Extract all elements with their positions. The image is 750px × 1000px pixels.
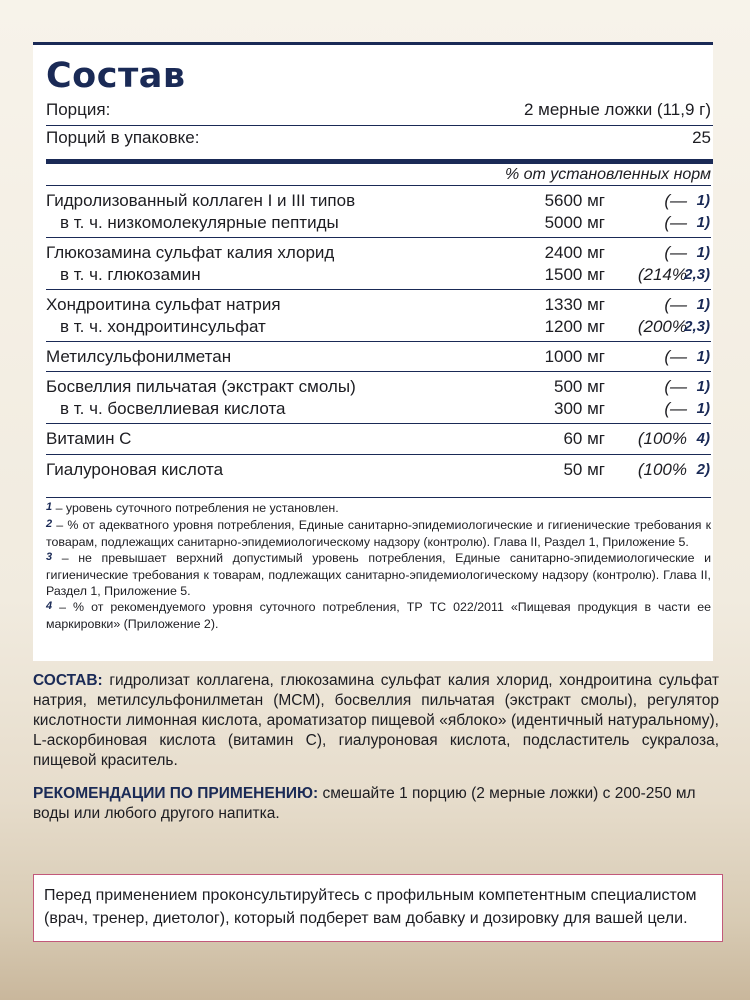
nutrient-percent: (— [664, 347, 687, 366]
nutrient-percent: (100% [637, 460, 687, 479]
nutrient-name: Глюкозамина сульфат калия хлорид [46, 243, 335, 262]
footnote-ref: 4) [696, 430, 710, 447]
nutrient-group-chondroitin [46, 289, 711, 342]
footnote-2 [46, 517, 711, 550]
nutrient-line [46, 398, 711, 420]
nutrient-name: в т. ч. босвеллиевая кислота [60, 399, 286, 418]
nutrient-line [46, 346, 711, 368]
footnote-text: – уровень суточного потребления не установлен. [52, 501, 339, 515]
nutrition-panel [33, 42, 713, 661]
nutrient-line [46, 264, 711, 286]
nutrient-amount: 1200 мг [544, 317, 605, 336]
nutrient-line [46, 316, 711, 338]
footnote-ref: 1) [696, 378, 710, 395]
nutrient-name: Витамин С [46, 429, 132, 448]
nutrient-group-glucosamine [46, 237, 711, 290]
nutrient-amount: 2400 мг [544, 243, 605, 262]
nutrient-name: Хондроитина сульфат натрия [46, 295, 281, 314]
composition-label: СОСТАВ: [33, 672, 103, 689]
footnote-ref: 2) [696, 461, 710, 478]
footnote-ref: 1) [696, 214, 710, 231]
servings-per-pack-row [46, 127, 713, 164]
footnote-3 [46, 550, 711, 599]
nutrient-line [46, 459, 711, 481]
usage-body: смешайте 1 порцию (2 мерные ложки) с 200-250 мл воды или любого другого напитка. [33, 785, 696, 822]
nutrient-name: Гидролизованный коллаген I и III типов [46, 191, 356, 210]
servings-per-pack-label: Порций в упаковке: [46, 128, 200, 147]
footnotes [46, 500, 711, 632]
footnote-ref: 2,3) [684, 318, 710, 335]
nutrient-amount: 1500 мг [544, 265, 605, 284]
footnote-4 [46, 599, 711, 632]
nutrient-amount: 1000 мг [544, 347, 605, 366]
footnote-mark: 4 [46, 600, 53, 612]
nutrient-percent: (— [664, 191, 687, 210]
nutrient-percent: (— [664, 243, 687, 262]
nutrient-name: в т. ч. низкомолекулярные пептиды [60, 213, 339, 232]
footnote-text: – % от рекомендуемого уровня суточного потребления, ТР ТС 022/2011 «Пищевая продукция в части ее маркировки» (Приложение 2). [46, 600, 711, 631]
composition-body: гидролизат коллагена, глюкозамина сульфат калия хлорид, хондроитина сульфат натрия, метилсульфонилметан (МСМ), босвеллия пильчатая (экстракт смолы), регулятор кислотности лимонная кислота, ароматизатор пищевой «яблоко» (идентичный натуральному), L-аскорбиновая кислота (витамин С), гиалуроновая кислота, подсластитель сукралоза, пищевой краситель. [33, 672, 719, 769]
nutrient-name: Гиалуроновая кислота [46, 460, 224, 479]
footnote-mark: 1 [46, 501, 53, 513]
nutrient-percent: (— [664, 377, 687, 396]
nutrient-group-msm [46, 341, 711, 372]
nutrient-line [46, 190, 711, 212]
nutrient-amount: 5600 мг [544, 191, 605, 210]
nutrient-line [46, 242, 711, 264]
warning-box: Перед применением проконсультируйтесь с профильным компетентным специалистом (врач, тренер, диетолог), который подберет вам добавку и дозировку для вашей цели. [33, 874, 723, 942]
nutrient-group-boswellia [46, 371, 711, 424]
usage-text [33, 784, 723, 824]
footnote-1 [46, 500, 711, 517]
nutrient-amount: 60 мг [563, 429, 605, 448]
footnote-text: – не превышает верхний допустимый уровень потребления, Единые санитарно-эпидемиологические и гигиенические требования к товарам, подлежащих санитарно-эпидемиологическому надзору (контролю). Глава II, Раздел 1, Приложение 5. [46, 551, 711, 598]
nutrient-group-hyaluronic-acid [46, 454, 711, 498]
nutrient-line [46, 294, 711, 316]
nutrient-group-collagen [46, 185, 711, 238]
footnote-ref: 1) [696, 192, 710, 209]
nutrient-percent: (200% [637, 317, 687, 336]
norm-header: % от установленных норм [504, 166, 711, 183]
composition-text [33, 671, 719, 771]
nutrient-name: Босвеллия пильчатая (экстракт смолы) [46, 377, 356, 396]
nutrient-amount: 5000 мг [544, 213, 605, 232]
panel-title: Состав [46, 56, 186, 96]
footnote-ref: 1) [696, 348, 710, 365]
nutrient-amount: 50 мг [563, 460, 605, 479]
servings-per-pack-value: 25 [692, 128, 711, 147]
nutrient-amount: 500 мг [554, 377, 605, 396]
footnote-text: – % от адекватного уровня потребления, Единые санитарно-эпидемиологические и гигиенические требования к товарам, подлежащих санитарно-эпидемиологическому надзору (контролю). Глава II, Раздел 1, Приложение 5. [46, 518, 711, 549]
nutrient-group-vitamin-c [46, 423, 711, 455]
nutrient-amount: 1330 мг [544, 295, 605, 314]
nutrient-amount: 300 мг [554, 399, 605, 418]
nutrient-name: в т. ч. глюкозамин [60, 265, 201, 284]
nutrient-percent: (— [664, 295, 687, 314]
nutrient-line [46, 212, 711, 234]
nutrient-percent: (— [664, 213, 687, 232]
nutrient-line [46, 376, 711, 398]
footnotes-divider [46, 497, 711, 498]
footnote-mark: 2 [46, 518, 53, 530]
nutrient-percent: (— [664, 399, 687, 418]
usage-label: РЕКОМЕНДАЦИИ ПО ПРИМЕНЕНИЮ: [33, 785, 319, 802]
footnote-ref: 2,3) [684, 266, 710, 283]
nutrient-percent: (214% [637, 265, 687, 284]
nutrient-percent: (100% [637, 429, 687, 448]
footnote-ref: 1) [696, 400, 710, 417]
footnote-ref: 1) [696, 244, 710, 261]
nutrient-name: Метилсульфонилметан [46, 347, 232, 366]
nutrient-line [46, 428, 711, 450]
footnote-ref: 1) [696, 296, 710, 313]
nutrient-name: в т. ч. хондроитинсульфат [60, 317, 266, 336]
serving-row [46, 99, 713, 126]
serving-label: Порция: [46, 100, 111, 119]
serving-value: 2 мерные ложки (11,9 г) [523, 100, 711, 119]
footnote-mark: 3 [46, 551, 53, 563]
